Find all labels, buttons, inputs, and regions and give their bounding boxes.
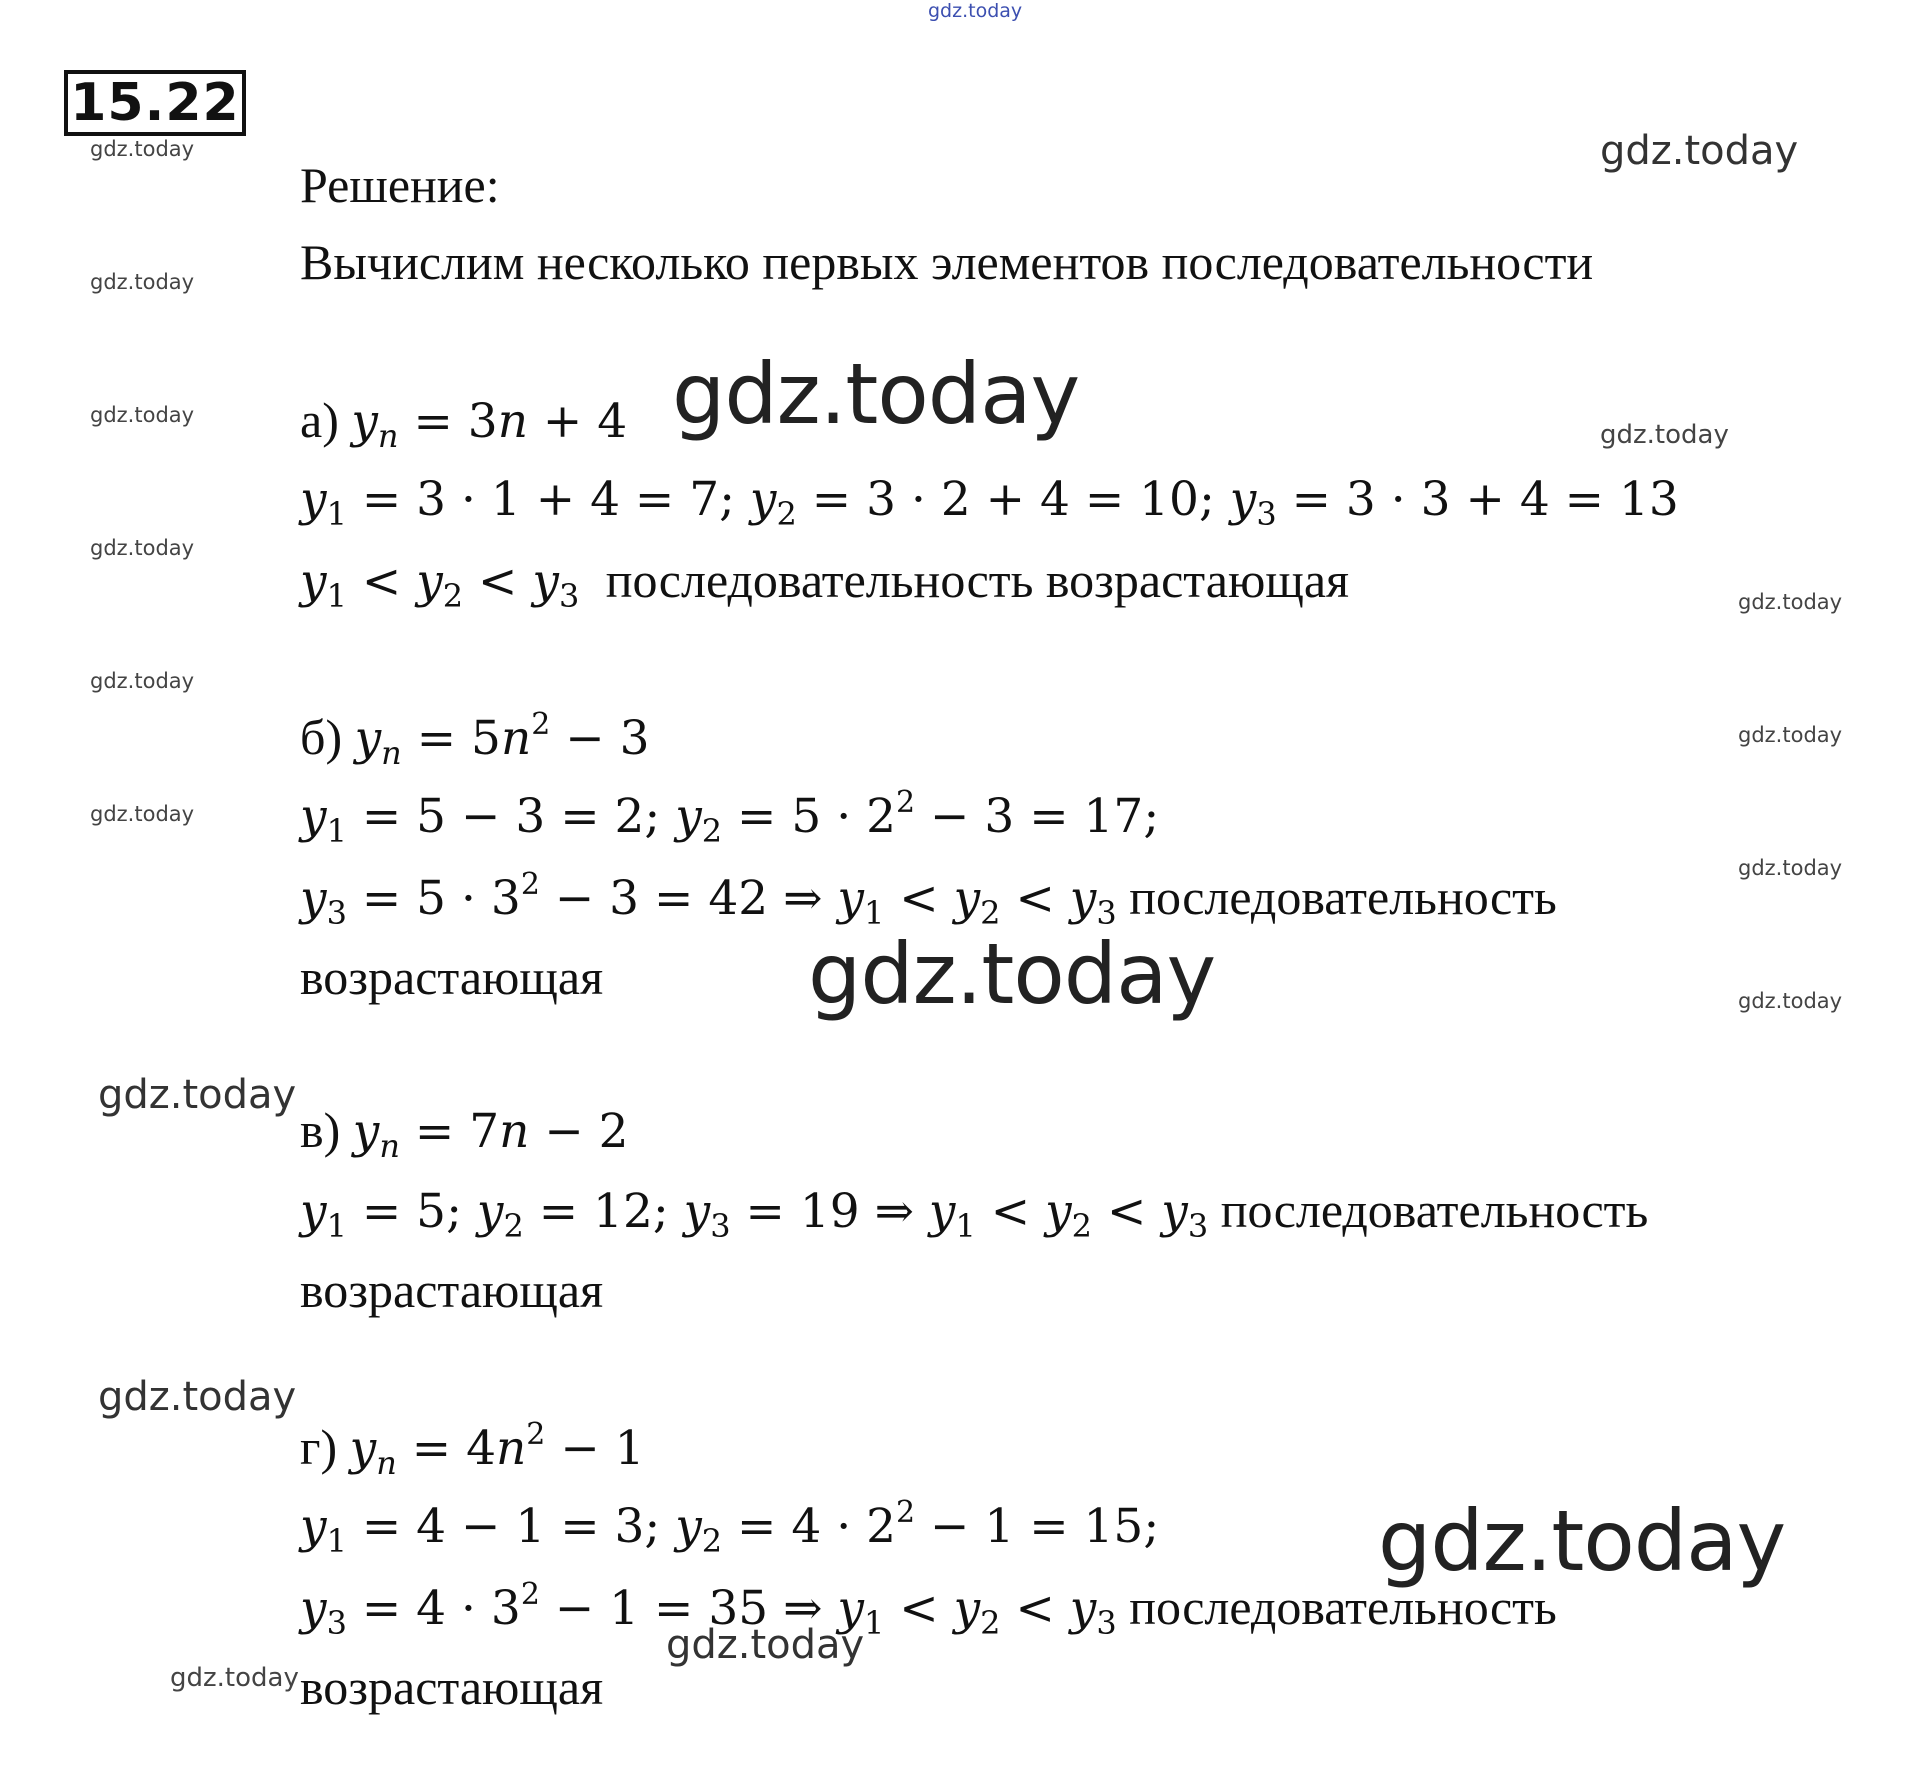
part-a-conclusion: $y_1 < y_2 < y_3$ последовательность возрастающая: [300, 552, 1350, 615]
part-b-formula: б) $y_n = 5n^2 - 3$: [300, 707, 650, 772]
watermark: gdz.today: [1738, 989, 1843, 1013]
watermark: gdz.today: [1600, 420, 1729, 450]
part-a-label: а): [300, 392, 339, 448]
watermark: gdz.today: [90, 403, 195, 427]
part-v-calc: $y_1 = 5$; $y_2 = 12$; $y_3 = 19$ ⇒ $y_1 < y_2 < y_3$ последовательность: [300, 1182, 1649, 1245]
watermark: gdz.today: [90, 669, 195, 693]
watermark: gdz.today: [98, 1374, 297, 1420]
watermark: gdz.today: [1600, 128, 1799, 174]
watermark: gdz.today: [666, 1622, 865, 1668]
watermark: gdz.today: [1738, 723, 1843, 747]
part-g-calc-1: $y_1 = 4 - 1 = 3$; $y_2 = 4 \cdot 2^2 - 1 = 15$;: [300, 1495, 1160, 1560]
watermark: gdz.today: [808, 925, 1216, 1023]
part-v-formula: в) $y_n = 7n - 2$: [300, 1102, 629, 1165]
part-g-calc-2: $y_3 = 4 \cdot 3^2 - 1 = 35$ ⇒ $y_1 < y_2 < y_3$ последовательность: [300, 1577, 1557, 1642]
watermark: gdz.today: [90, 270, 195, 294]
watermark: gdz.today: [90, 802, 195, 826]
part-a-calc: $y_1 = 3 \cdot 1 + 4 = 7$; $y_2 = 3 \cdot 2 + 4 = 10$; $y_3 = 3 \cdot 3 + 4 = 13$: [300, 472, 1679, 533]
watermark: gdz.today: [1378, 1492, 1786, 1590]
part-b-calc-2: $y_3 = 5 \cdot 3^2 - 3 = 42$ ⇒ $y_1 < y_2 < y_3$ последовательность: [300, 867, 1557, 932]
part-b-conclusion: возрастающая: [300, 949, 604, 1005]
part-g-formula: г) $y_n = 4n^2 - 1$: [300, 1417, 645, 1482]
part-a-formula: а) $y_n = 3n + 4$: [300, 392, 628, 455]
watermark: gdz.today: [1738, 590, 1843, 614]
part-g-label: г): [300, 1419, 338, 1475]
watermark: gdz.today: [98, 1072, 297, 1118]
part-v-conclusion: возрастающая: [300, 1262, 604, 1318]
intro-text: Вычислим несколько первых элементов последовательности: [300, 234, 1594, 290]
watermark: gdz.today: [928, 0, 1023, 22]
part-g-conclusion: возрастающая: [300, 1659, 604, 1715]
part-b-label: б): [300, 709, 343, 765]
problem-number: 15.22: [64, 70, 246, 136]
watermark: gdz.today: [170, 1663, 299, 1693]
watermark: gdz.today: [1738, 856, 1843, 880]
watermark: gdz.today: [90, 137, 195, 161]
watermark: gdz.today: [672, 345, 1080, 443]
watermark: gdz.today: [90, 536, 195, 560]
part-v-label: в): [300, 1102, 341, 1158]
solution-heading: Решение:: [300, 157, 500, 213]
part-b-calc-1: $y_1 = 5 - 3 = 2$; $y_2 = 5 \cdot 2^2 - 3 = 17$;: [300, 785, 1160, 850]
